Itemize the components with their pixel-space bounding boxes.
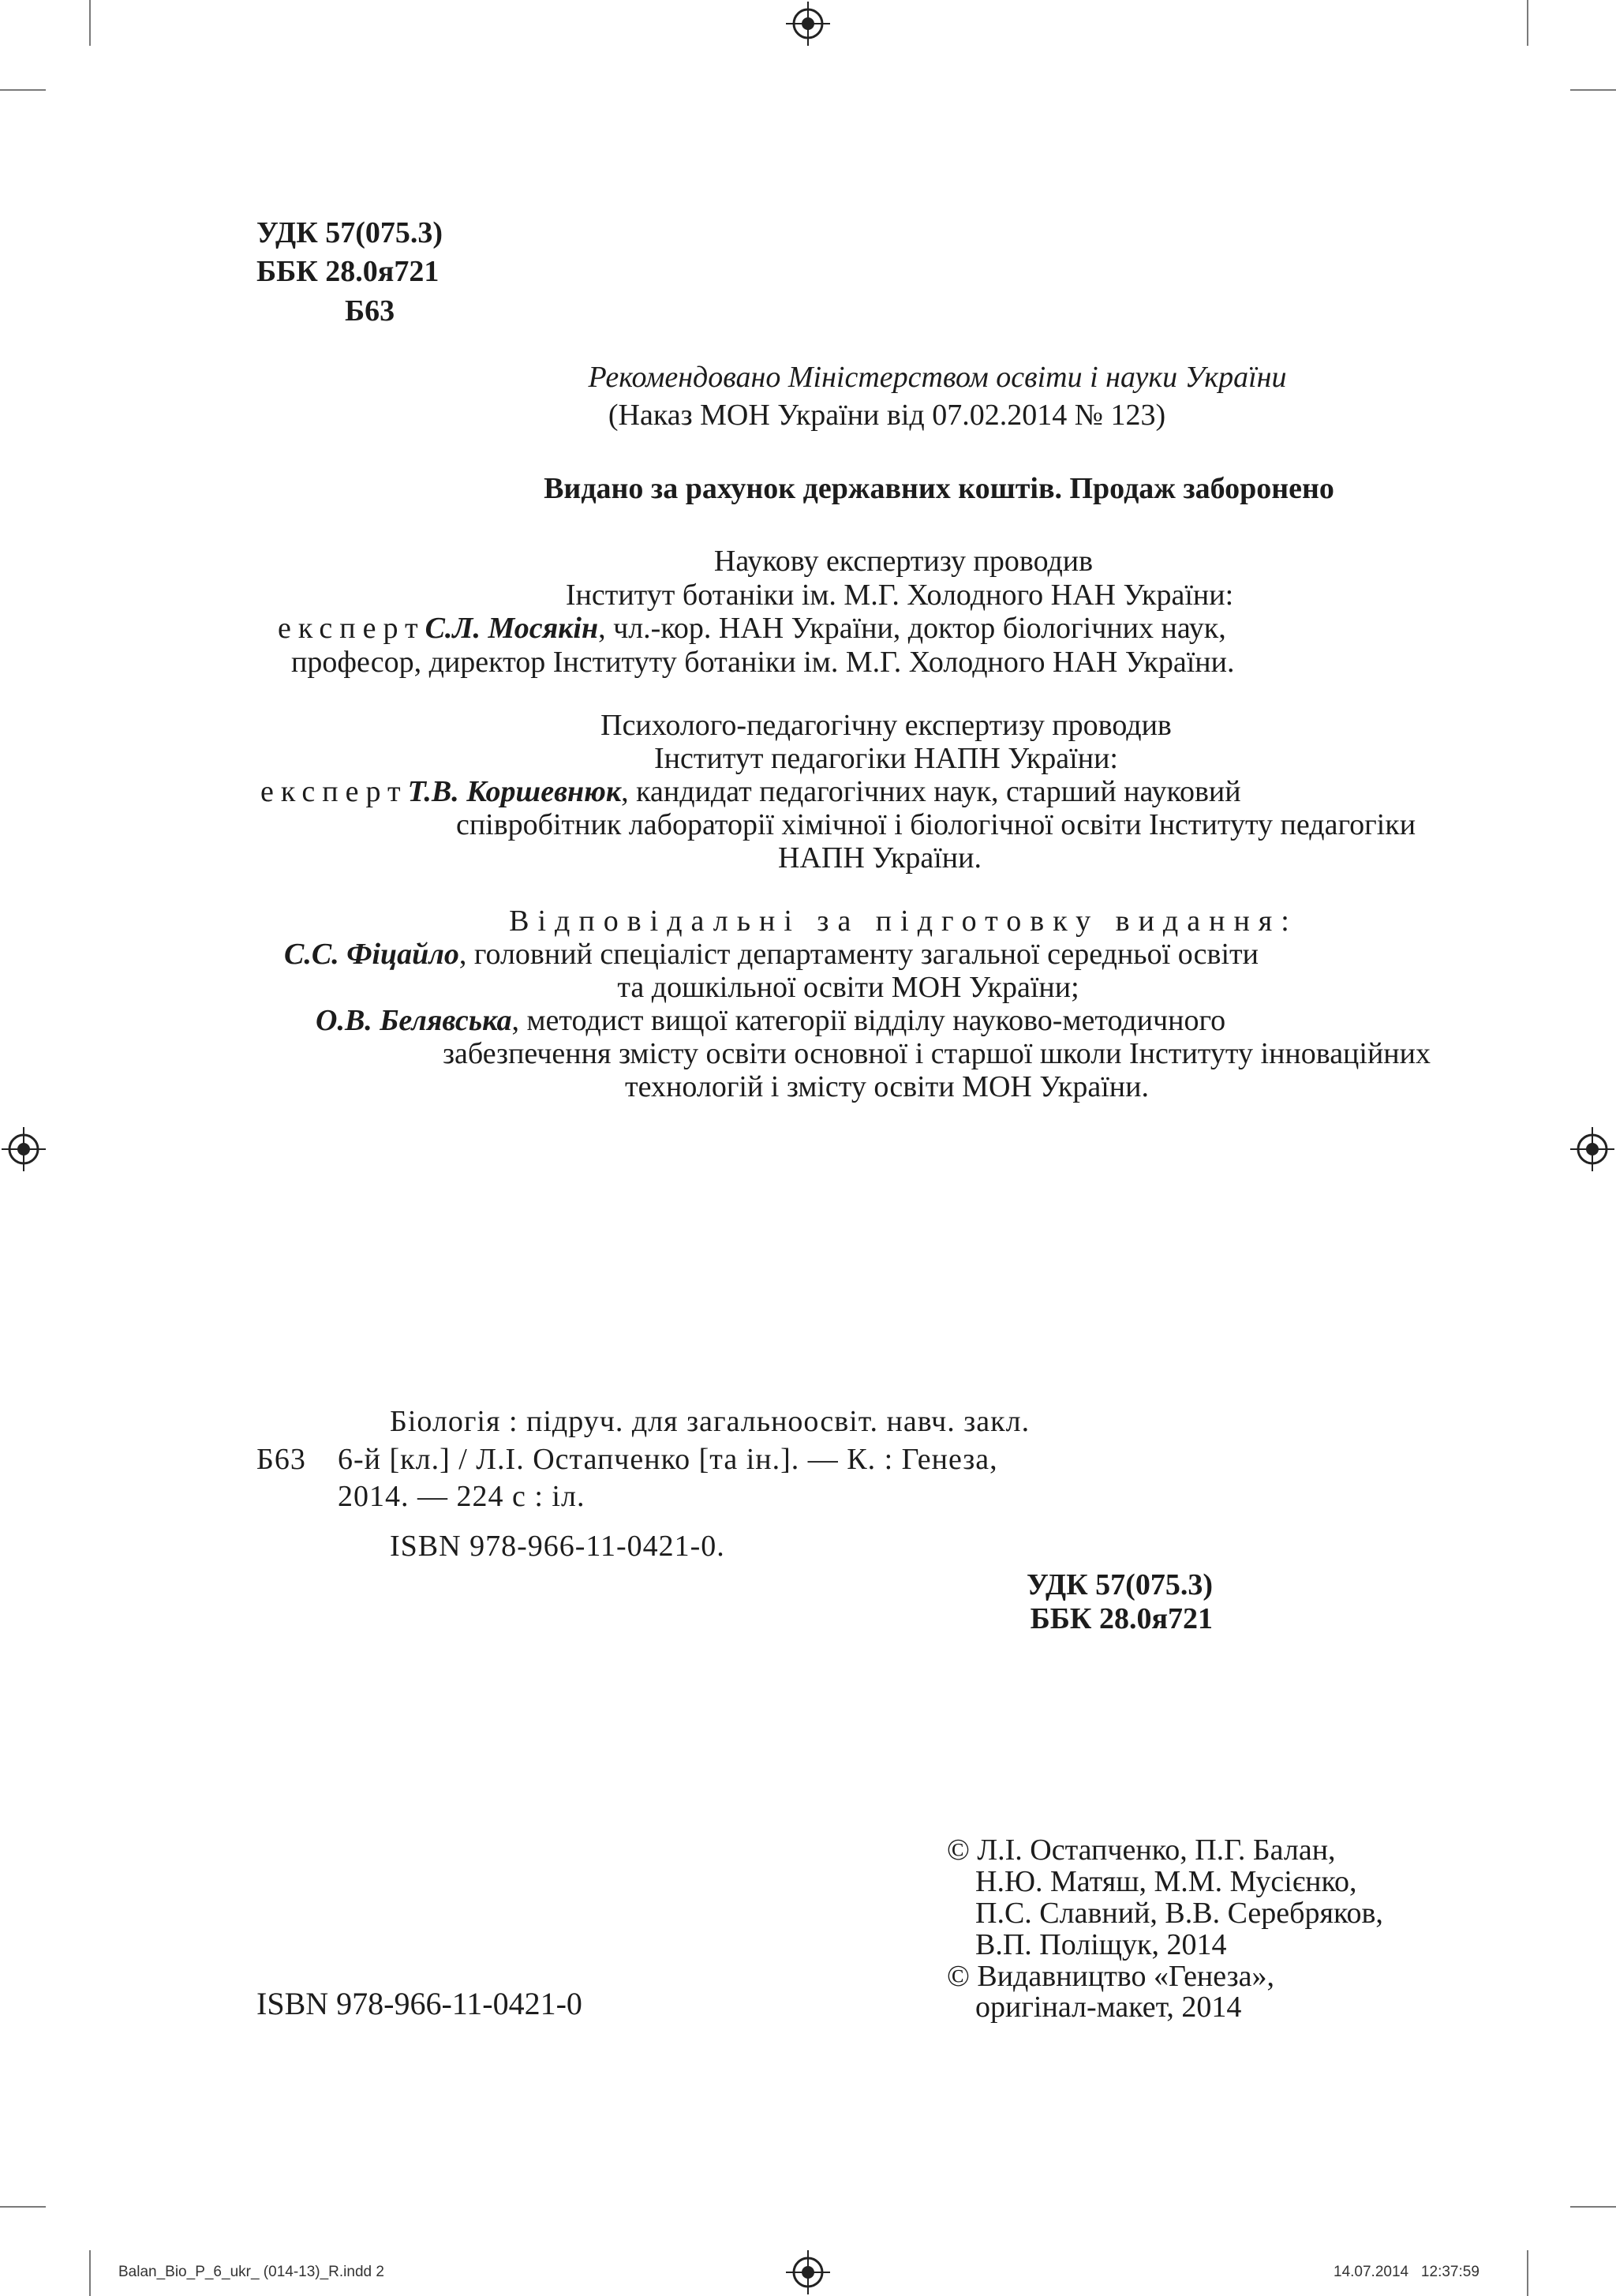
- expert-label: експерт: [278, 612, 425, 645]
- bib-isbn: ISBN 978-966-11-0421-0.: [390, 1530, 725, 1563]
- crop-mark-bottom-right-v: [1527, 2250, 1528, 2296]
- expert-name: Т.В. Коршевнюк: [407, 775, 622, 808]
- copyright-line-6: оригінал-макет, 2014: [975, 1991, 1242, 2024]
- crop-mark-bottom-left-h: [0, 2206, 46, 2208]
- crop-mark-top-left-h: [0, 89, 46, 91]
- bib-sign: Б63: [256, 1443, 306, 1476]
- registration-mark-icon: [2, 1127, 46, 1171]
- responsible-person-2-end: технологій і змісту освіти МОН України.: [625, 1070, 1149, 1103]
- pedagogical-expertise-institute: Інститут педагогіки НАПН України:: [654, 742, 1118, 775]
- scientific-expert-line: [278, 612, 1226, 645]
- author-sign: Б63: [345, 294, 395, 328]
- expert-label: експерт: [260, 775, 408, 808]
- copyright-line-1: © Л.І. Остапченко, П.Г. Балан,: [947, 1833, 1336, 1867]
- funding-notice: Видано за рахунок державних коштів. Продаж заборонено: [544, 472, 1334, 505]
- person-name: О.В. Белявська: [316, 1004, 512, 1037]
- scientific-expertise-heading: Наукову експертизу проводив: [713, 545, 1094, 578]
- person-name: С.С. Фіцайло: [284, 938, 459, 971]
- person-description: , головний спеціаліст департаменту загальної середньої освіти: [458, 938, 1259, 971]
- scientific-expert-position: професор, директор Інституту ботаніки ім. М.Г. Холодного НАН України.: [291, 646, 1235, 679]
- isbn-main: ISBN 978-966-11-0421-0: [256, 1986, 582, 2021]
- bib-bbk: ББК 28.0я721: [1030, 1602, 1213, 1635]
- expert-name: С.Л. Мосякін: [425, 612, 599, 645]
- copyright-line-4: В.П. Поліщук, 2014: [975, 1928, 1227, 1961]
- responsible-person-2-cont: забезпечення змісту освіти основної і старшої школи Інституту інноваційних: [443, 1037, 1431, 1070]
- bib-year-line: 2014. — 224 с : іл.: [338, 1480, 585, 1513]
- bib-udk: УДК 57(075.3): [1026, 1568, 1213, 1601]
- order-reference: (Наказ МОН України від 07.02.2014 № 123): [608, 399, 1166, 432]
- crop-mark-top-left-v: [89, 0, 91, 46]
- pedagogical-expert-position-end: НАПН України.: [778, 841, 982, 875]
- bbk-code: ББК 28.0я721: [256, 255, 440, 288]
- pedagogical-expertise-heading: Психолого-педагогічну експертизу проводив: [600, 709, 1172, 742]
- responsible-heading: Відповідальні за підготовку видання:: [509, 905, 1298, 938]
- bib-title-line: Біологія : підруч. для загальноосвіт. навч. закл.: [390, 1405, 1031, 1438]
- responsible-person-2: [316, 1004, 1225, 1037]
- person-description: , методист вищої категорії відділу науково-методичного: [511, 1004, 1226, 1037]
- copyright-line-5: © Видавництво «Генеза»,: [947, 1960, 1274, 1993]
- copyright-line-2: Н.Ю. Матяш, М.М. Мусієнко,: [975, 1865, 1357, 1898]
- crop-mark-top-right-v: [1527, 0, 1528, 46]
- registration-mark-icon: [786, 2250, 830, 2294]
- crop-mark-top-right-h: [1570, 89, 1616, 91]
- udk-code: УДК 57(075.3): [256, 216, 443, 249]
- registration-mark-icon: [786, 2, 830, 46]
- responsible-person-1-cont: та дошкільної освіти МОН України;: [617, 971, 1079, 1004]
- responsible-person-1: [284, 938, 1259, 971]
- expert-description: , чл.-кор. НАН України, доктор біологічних наук,: [598, 612, 1226, 645]
- copyright-line-3: П.С. Славний, В.В. Серебряков,: [975, 1897, 1383, 1930]
- expert-description: , кандидат педагогічних наук, старший науковий: [621, 775, 1241, 808]
- bib-authors-line: 6-й [кл.] / Л.І. Остапченко [та ін.]. — К. : Генеза,: [338, 1443, 998, 1476]
- crop-mark-bottom-left-v: [89, 2250, 91, 2296]
- crop-mark-bottom-right-h: [1570, 2206, 1616, 2208]
- slug-filename: Balan_Bio_P_6_ukr_ (014-13)_R.indd 2: [118, 2264, 384, 2280]
- scientific-expertise-institute: Інститут ботаніки ім. М.Г. Холодного НАН України:: [565, 579, 1234, 612]
- slug-timestamp: 14.07.2014 12:37:59: [1334, 2264, 1479, 2280]
- registration-mark-icon: [1570, 1127, 1614, 1171]
- pedagogical-expert-position: співробітник лабораторії хімічної і біологічної освіти Інституту педагогіки: [455, 808, 1416, 841]
- recommendation-line: Рекомендовано Міністерством освіти і науки України: [588, 361, 1287, 394]
- pedagogical-expert-line: [260, 775, 1241, 808]
